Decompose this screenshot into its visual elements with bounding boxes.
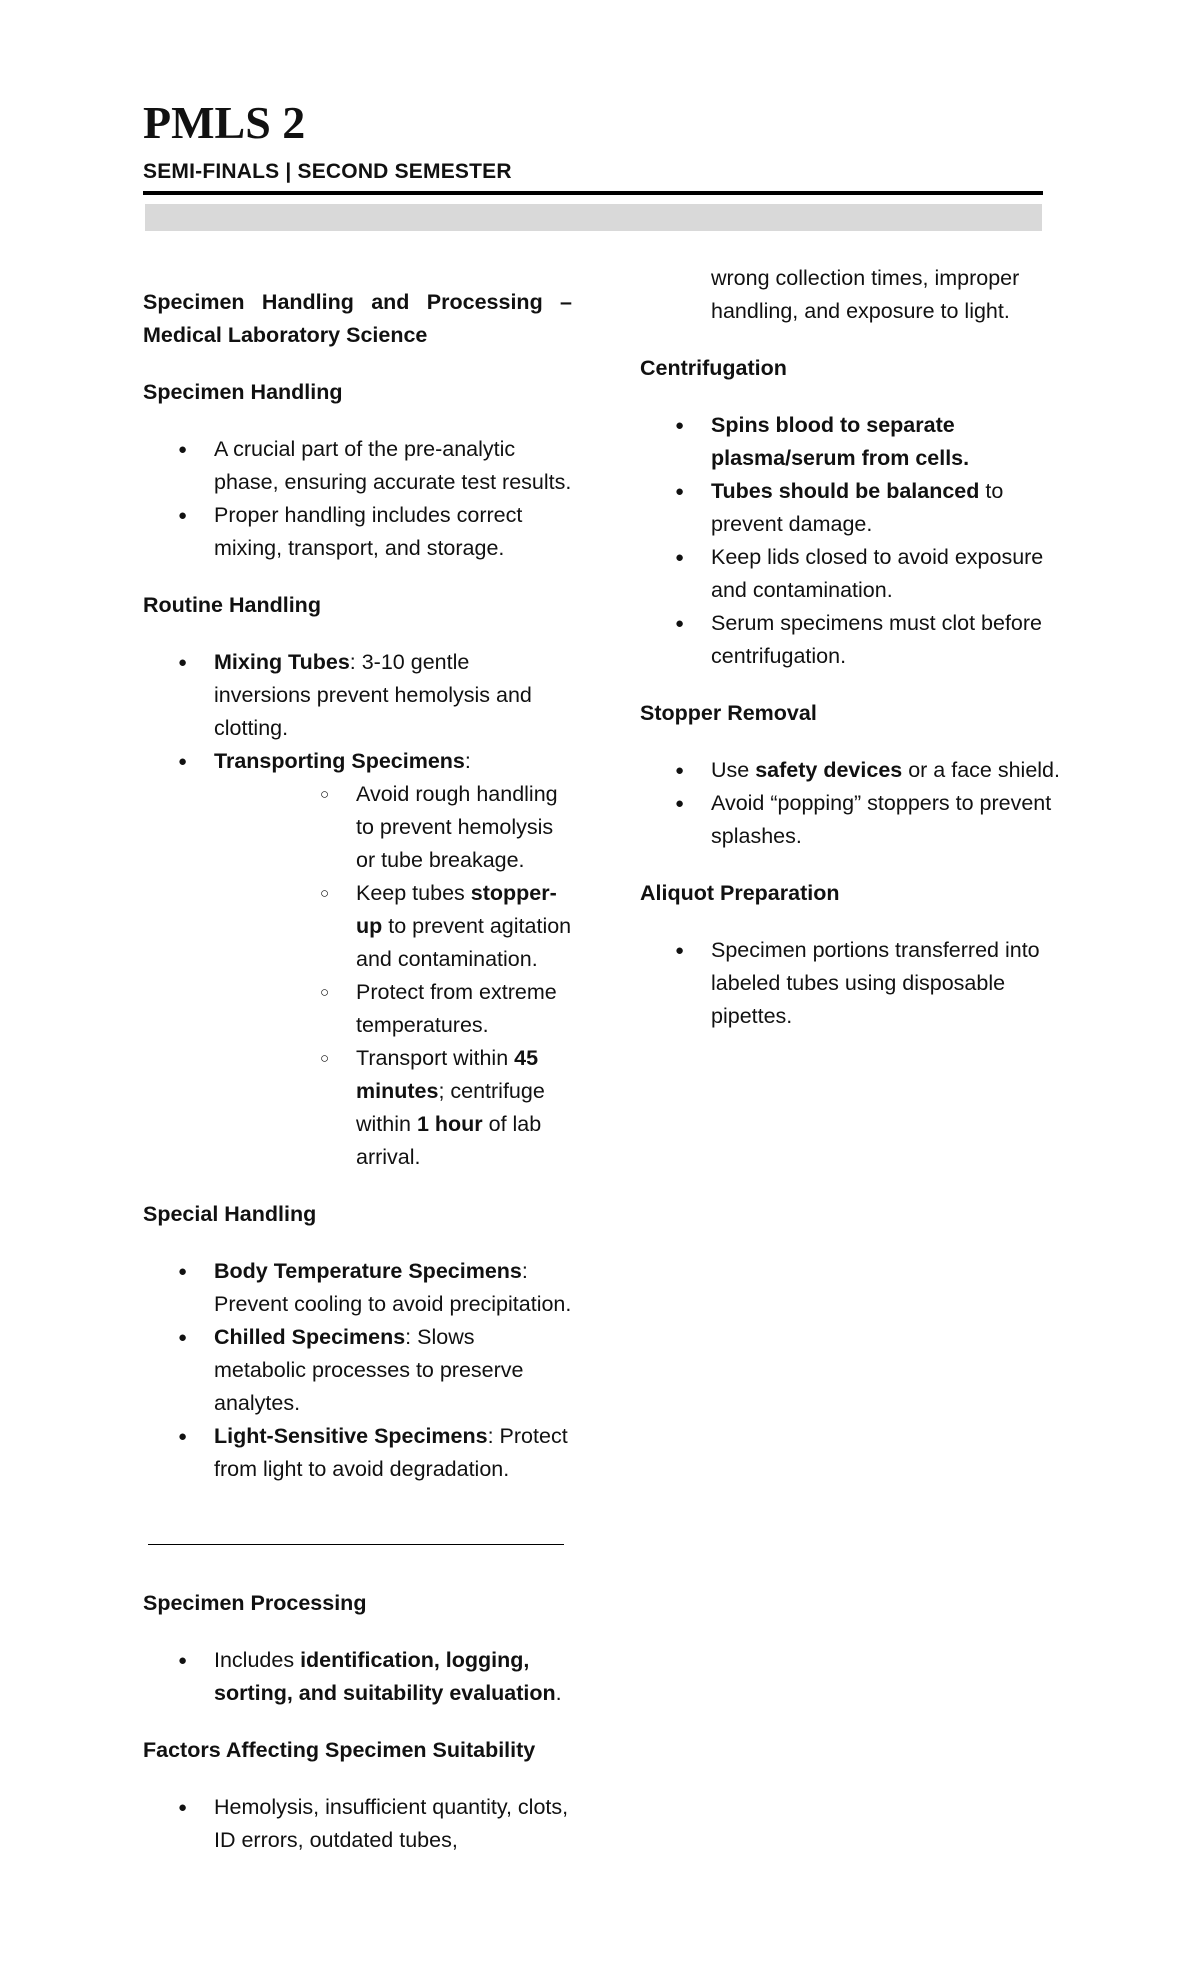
bold-term: safety devices [755, 758, 903, 782]
header-gray-band [145, 204, 1042, 231]
bold-term: 45 minutes [356, 1046, 539, 1103]
left-column [143, 286, 572, 1881]
item-text: Includes [214, 1648, 301, 1672]
list-item-mixing-tubes [143, 646, 572, 745]
title-rule [143, 191, 1043, 195]
list-item [640, 409, 1080, 475]
list-item [640, 754, 1080, 787]
main-heading: Specimen Handling and Processing – Medical Laboratory Science [143, 290, 572, 347]
list-item: ● Specimen portions transferred into labeled tubes using disposable pipettes. [640, 934, 1080, 1033]
right-column [640, 262, 1080, 1057]
section-heading-stopper-removal: Stopper Removal [640, 701, 817, 725]
factors-list [143, 1791, 572, 1857]
sub-list-item [214, 877, 572, 976]
centrifugation-list [640, 409, 1080, 673]
item-text: . [555, 1681, 562, 1705]
specimen-handling-list [143, 433, 572, 565]
section-divider [148, 1544, 564, 1545]
stopper-removal-list [640, 754, 1080, 853]
section-heading-centrifugation: Centrifugation [640, 356, 787, 380]
list-item: ● Avoid “popping” stoppers to prevent splashes. [640, 787, 1080, 853]
list-item: ● Hemolysis, insufficient quantity, clots, ID errors, outdated tubes, [143, 1791, 572, 1857]
list-item: ● A crucial part of the pre-analytic phase, ensuring accurate test results. [143, 433, 572, 499]
list-item [640, 475, 1080, 541]
bold-term: Spins blood to separate plasma/serum from cells. [711, 413, 970, 470]
list-item-transporting [143, 745, 572, 1174]
item-text: : [464, 749, 471, 773]
aliquot-list [640, 934, 1080, 1033]
special-handling-list [143, 1255, 572, 1486]
bold-term: identification, logging, sorting, and suitability evaluation [214, 1648, 556, 1705]
section-heading-aliquot: Aliquot Preparation [640, 881, 840, 905]
sub-list-item: ○ Avoid rough handling to prevent hemolysis or tube breakage. [214, 778, 572, 877]
list-item [143, 1321, 572, 1420]
section-heading-factors: Factors Affecting Specimen Suitability [143, 1738, 536, 1762]
item-text: Transport within [356, 1046, 515, 1070]
page-subtitle: SEMI-FINALS | SECOND SEMESTER [143, 160, 512, 183]
item-text: Use [711, 758, 756, 782]
page-title: PMLS 2 [143, 97, 306, 148]
bold-term: Chilled Specimens [214, 1325, 406, 1349]
sub-list-item [214, 1042, 572, 1174]
item-text: : Protect from light to avoid degradation. [214, 1424, 568, 1481]
sub-list-item: ○ Protect from extreme temperatures. [214, 976, 572, 1042]
bold-term: Light-Sensitive Specimens [214, 1424, 488, 1448]
list-item [143, 1644, 572, 1710]
list-item: ● Proper handling includes correct mixing, transport, and storage. [143, 499, 572, 565]
item-text: ; centrifuge within [356, 1079, 545, 1136]
section-heading-specimen-handling: Specimen Handling [143, 380, 343, 404]
item-text: of lab arrival. [356, 1112, 542, 1169]
routine-handling-list [143, 646, 572, 1174]
list-item: ● Keep lids closed to avoid exposure and contamination. [640, 541, 1080, 607]
item-text: or a face shield. [902, 758, 1060, 782]
item-text: : 3-10 gentle inversions prevent hemolysis and clotting. [214, 650, 532, 740]
item-text: Keep tubes [356, 881, 471, 905]
transport-sublist [214, 778, 572, 1174]
bold-term: Body Temperature Specimens [214, 1259, 522, 1283]
item-text: to prevent damage. [711, 479, 1004, 536]
item-text: : Prevent cooling to avoid precipitation. [214, 1259, 572, 1316]
section-heading-specimen-processing: Specimen Processing [143, 1591, 367, 1615]
list-item: ● Serum specimens must clot before centrifugation. [640, 607, 1080, 673]
list-item [143, 1420, 572, 1486]
section-heading-special-handling: Special Handling [143, 1202, 317, 1226]
bold-term: Tubes should be balanced [711, 479, 980, 503]
bold-term: Mixing Tubes [214, 650, 350, 674]
bold-term: Transporting Specimens [214, 749, 465, 773]
item-text: : Slows metabolic processes to preserve analytes. [214, 1325, 524, 1415]
specimen-processing-list [143, 1644, 572, 1710]
continued-list-text: wrong collection times, improper handling, and exposure to light. [711, 266, 1020, 323]
section-heading-routine-handling: Routine Handling [143, 593, 321, 617]
bold-term: stopper-up [356, 881, 557, 938]
item-text: to prevent agitation and contamination. [356, 914, 572, 971]
list-item [143, 1255, 572, 1321]
bold-term: 1 hour [416, 1112, 483, 1136]
